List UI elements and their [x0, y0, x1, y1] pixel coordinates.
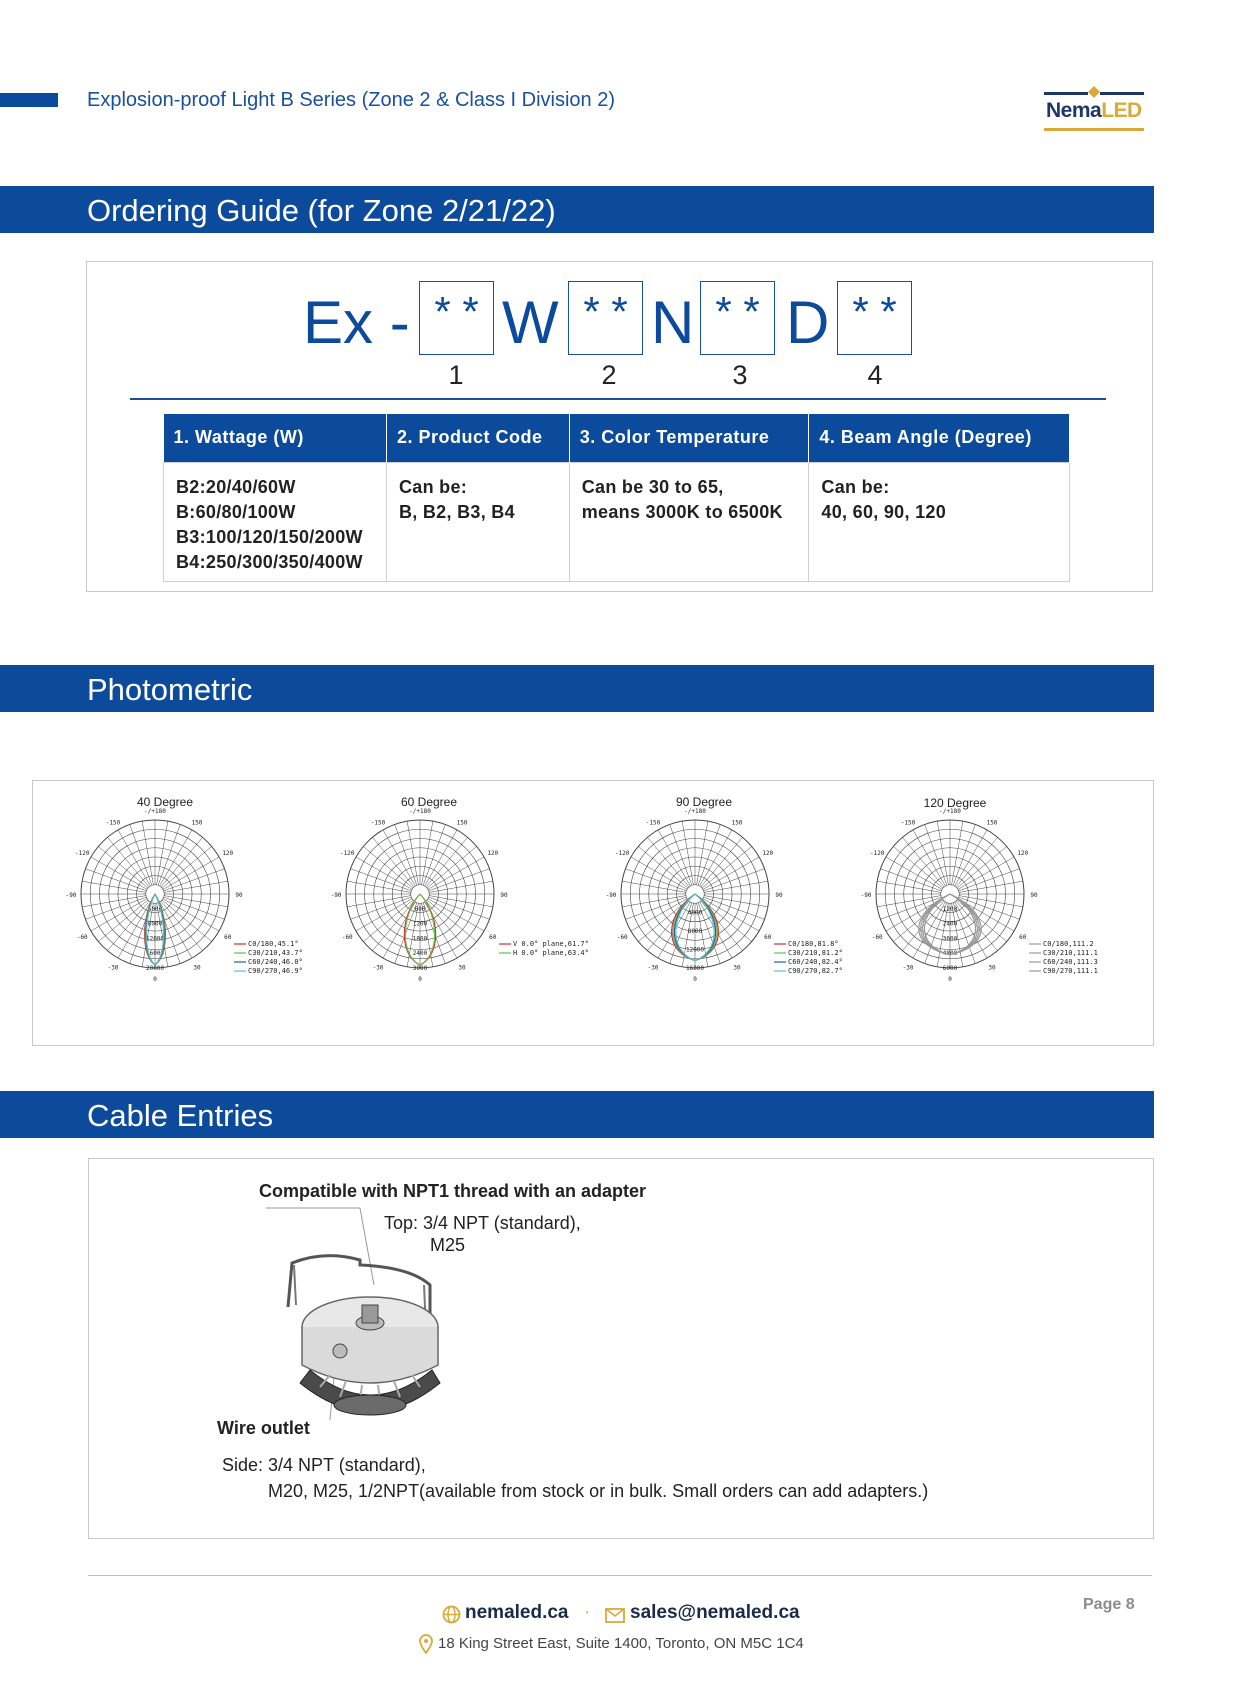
- ordering-cell-wattage: [164, 462, 387, 581]
- polar-grid-spoke: [702, 846, 752, 888]
- polar-grid-spoke: [937, 821, 948, 885]
- polar-grid-spoke: [902, 837, 944, 887]
- polar-grid-spoke: [956, 837, 998, 887]
- polar-angle-label: 90: [500, 892, 508, 899]
- section-title-ordering: Ordering Guide (for Zone 2/21/22): [87, 193, 556, 228]
- polar-title-120: 120 Degree: [923, 796, 987, 810]
- ordering-table: [163, 414, 1070, 582]
- cable-side-line2: M20, M25, 1/2NPT(available from stock or in bulk. Small orders can add adapters.): [268, 1481, 929, 1501]
- polar-grid-spoke: [704, 881, 768, 892]
- product-code-intro: Can be:: [398, 476, 468, 497]
- polar-grid-spoke: [902, 901, 944, 951]
- polar-grid-spoke: [702, 900, 752, 942]
- wire-outlet-label: Wire outlet: [217, 1418, 310, 1438]
- polar-angle-label: -120: [615, 850, 630, 857]
- polar-angle-label: 150: [731, 819, 743, 827]
- logo-diamond-icon: [1088, 86, 1100, 98]
- polar-grid-spoke: [98, 846, 148, 888]
- polar-grid-spoke: [163, 897, 224, 919]
- polar-grid-spoke: [162, 900, 212, 942]
- logo-underline: [1044, 128, 1144, 131]
- light-fixture-illustration: [260, 1205, 470, 1425]
- polar-grid-spoke: [85, 897, 146, 919]
- website-link[interactable]: nemaled.ca: [465, 1602, 569, 1623]
- wattage-option: B3:100/120/150/200W: [176, 526, 363, 547]
- polar-grid-spoke: [877, 881, 941, 892]
- polar-grid-spoke: [698, 824, 720, 885]
- polar-angle-label: 150: [191, 819, 203, 827]
- logo-wordmark: [1046, 99, 1142, 123]
- polar-ring-label: 2400: [942, 920, 958, 928]
- polar-legend-entry: C30/210,111.1: [1043, 949, 1098, 957]
- polar-legend-entry: H 0.0° plane,63.4°: [513, 949, 589, 957]
- footer-divider: [88, 1575, 1152, 1576]
- polar-grid-spoke: [959, 881, 1023, 892]
- polar-grid-spoke: [350, 897, 411, 919]
- section-bar-photometric: [0, 665, 1154, 712]
- polar-angle-label: -90: [860, 892, 872, 899]
- polar-grid-spoke: [429, 896, 493, 907]
- order-code-box-1: * *: [419, 281, 494, 355]
- order-position-3: 3: [732, 360, 748, 390]
- polar-angle-label: -120: [340, 850, 355, 857]
- email-icon: [605, 1608, 625, 1623]
- order-code-box-2: * *: [568, 281, 643, 355]
- polar-grid-spoke: [957, 846, 1007, 888]
- polar-grid-spoke: [407, 821, 418, 885]
- polar-grid-spoke: [426, 901, 468, 951]
- polar-grid-spoke: [428, 897, 489, 919]
- polar-angle-label: -60: [341, 934, 353, 941]
- polar-grid-spoke: [670, 824, 692, 885]
- wattage-option: B2:20/40/60W: [176, 476, 296, 497]
- polar-grid-spoke: [703, 869, 764, 891]
- polar-angle-label: -/+180: [409, 808, 431, 815]
- polar-legend-entry: C0/180,111.2: [1043, 940, 1094, 948]
- polar-grid-spoke: [350, 869, 411, 891]
- polar-grid-spoke: [162, 846, 212, 888]
- polar-angle-label: -150: [900, 819, 916, 827]
- polar-diagram-90: [600, 808, 880, 1002]
- polar-legend-entry: C30/210,43.7°: [248, 949, 303, 957]
- wattage-option: B:60/80/100W: [176, 501, 296, 522]
- polar-grid-spoke: [638, 900, 688, 942]
- polar-angle-label: -30: [647, 964, 659, 972]
- polar-grid-spoke: [82, 881, 146, 892]
- polar-angle-label: 60: [764, 934, 772, 941]
- order-code-divider: [130, 398, 1106, 400]
- polar-ring-label: 3000: [412, 965, 428, 972]
- polar-title-90: 90 Degree: [675, 795, 733, 809]
- polar-angle-label: 30: [458, 964, 466, 972]
- location-pin-icon: [419, 1635, 433, 1654]
- polar-legend-entry: C90/270,82.7°: [788, 967, 843, 975]
- polar-grid-spoke: [956, 901, 998, 951]
- cable-top-line2: M25: [430, 1235, 466, 1255]
- section-title-photometric: Photometric: [87, 672, 253, 707]
- polar-legend-entry: C90/270,46.9°: [248, 967, 303, 975]
- polar-angle-label: -120: [870, 850, 885, 857]
- polar-angle-label: 0: [948, 976, 952, 983]
- polar-grid-spoke: [952, 821, 963, 885]
- polar-diagram-60: [325, 808, 605, 1002]
- polar-ring-label: 4000: [147, 905, 163, 913]
- logo-text-led: LED: [1101, 99, 1142, 122]
- polar-angle-label: 0: [693, 976, 697, 983]
- polar-angle-label: -/+180: [144, 808, 166, 815]
- polar-legend-entry: V 0.0° plane,61.7°: [513, 940, 589, 948]
- polar-angle-label: 60: [489, 934, 497, 941]
- header-accent-bar: [0, 93, 58, 107]
- polar-angle-label: -90: [330, 892, 342, 899]
- polar-angle-label: 0: [418, 976, 422, 983]
- logo-text-nema: Nema: [1046, 99, 1102, 122]
- polar-angle-label: 120: [1017, 850, 1029, 857]
- ordering-header-product-code: 2. Product Code: [386, 414, 569, 462]
- page-number: Page 8: [1083, 1596, 1135, 1613]
- polar-grid-spoke: [107, 837, 149, 887]
- polar-legend-entry: C60/240,111.3: [1043, 958, 1098, 966]
- polar-grid-spoke: [704, 896, 768, 907]
- ordering-header-beam-angle: 4. Beam Angle (Degree): [809, 414, 1070, 462]
- beam-angle-values: 40, 60, 90, 120: [821, 501, 947, 522]
- polar-ring-label: 2400: [412, 950, 428, 958]
- email-link[interactable]: sales@nemaled.ca: [630, 1602, 800, 1623]
- polar-grid-spoke: [701, 837, 743, 887]
- order-position-4: 4: [867, 360, 883, 390]
- color-temp-meaning: means 3000K to 6500K: [581, 501, 783, 522]
- polar-angle-label: 150: [986, 819, 998, 827]
- polar-ring-label: 12000: [685, 946, 705, 954]
- polar-angle-label: -150: [370, 819, 386, 827]
- polar-grid-spoke: [428, 869, 489, 891]
- polar-title-40: 40 Degree: [136, 795, 194, 809]
- cable-top-line1: Top: 3/4 NPT (standard),: [384, 1213, 581, 1233]
- polar-angle-label: -30: [902, 964, 914, 972]
- document-header-title: Explosion-proof Light B Series (Zone 2 & Class I Division 2): [87, 89, 616, 111]
- polar-grid-spoke: [142, 821, 153, 885]
- globe-icon: [442, 1605, 461, 1624]
- polar-angle-label: -30: [107, 964, 119, 972]
- polar-angle-label: 30: [193, 964, 201, 972]
- polar-grid-spoke: [429, 881, 493, 892]
- polar-grid-spoke: [130, 824, 152, 885]
- polar-angle-label: 90: [1030, 892, 1038, 899]
- polar-legend-entry: C0/180,45.1°: [248, 940, 299, 948]
- ordering-table-header-row: [164, 414, 1070, 462]
- polar-angle-label: -60: [76, 934, 88, 941]
- polar-angle-label: 60: [224, 934, 232, 941]
- polar-grid-spoke: [422, 821, 433, 885]
- polar-angle-label: -60: [616, 934, 628, 941]
- polar-ring-label: 3600: [942, 935, 958, 943]
- polar-grid-spoke: [157, 821, 168, 885]
- ordering-table-row: [164, 462, 1070, 581]
- polar-ring-label: 1200: [412, 920, 428, 928]
- polar-grid-spoke: [161, 837, 203, 887]
- polar-grid-spoke: [372, 837, 414, 887]
- company-logo: [1040, 86, 1148, 132]
- cable-side-line1: Side: 3/4 NPT (standard),: [222, 1455, 426, 1475]
- order-code-sep-d: D: [786, 289, 830, 356]
- order-position-2: 2: [601, 360, 617, 390]
- polar-title-60: 60 Degree: [400, 795, 458, 809]
- polar-legend-entry: C60/240,46.0°: [248, 958, 303, 966]
- polar-angle-label: 150: [456, 819, 468, 827]
- polar-grid-spoke: [98, 900, 148, 942]
- polar-angle-label: -150: [105, 819, 121, 827]
- polar-grid-spoke: [622, 896, 686, 907]
- polar-grid-spoke: [85, 869, 146, 891]
- polar-angle-label: -60: [871, 934, 883, 941]
- section-bar-cable: [0, 1091, 1154, 1138]
- polar-grid-spoke: [161, 901, 203, 951]
- ordering-cell-color-temp: [569, 462, 809, 581]
- order-code-box-4: * *: [837, 281, 912, 355]
- polar-ring-label: 20000: [145, 965, 165, 972]
- order-position-1: 1: [448, 360, 464, 390]
- polar-grid-spoke: [893, 846, 943, 888]
- polar-ring-label: 12000: [145, 935, 165, 943]
- polar-angle-label: -150: [645, 819, 661, 827]
- polar-angle-label: 30: [988, 964, 996, 972]
- polar-grid-spoke: [164, 896, 228, 907]
- polar-grid-spoke: [423, 824, 445, 885]
- polar-grid-spoke: [82, 896, 146, 907]
- polar-ring-label: 16000: [685, 965, 705, 972]
- polar-angle-label: 120: [487, 850, 499, 857]
- polar-grid-spoke: [395, 824, 417, 885]
- polar-grid-spoke: [163, 869, 224, 891]
- polar-grid-spoke: [622, 881, 686, 892]
- polar-ring-label: 6000: [942, 965, 958, 972]
- polar-diagram-120: [855, 808, 1135, 1002]
- wattage-option: B4:250/300/350/400W: [176, 551, 363, 572]
- footer-address: 18 King Street East, Suite 1400, Toronto, ON M5C 1C4: [438, 1635, 804, 1652]
- polar-grid-spoke: [925, 824, 947, 885]
- polar-legend-entry: C60/240,82.4°: [788, 958, 843, 966]
- ordering-header-color-temp: 3. Color Temperature: [569, 414, 809, 462]
- polar-grid-spoke: [697, 821, 708, 885]
- polar-grid-spoke: [347, 881, 411, 892]
- polar-angle-label: -90: [65, 892, 77, 899]
- ordering-cell-product-code: [386, 462, 569, 581]
- polar-angle-label: 120: [762, 850, 774, 857]
- polar-grid-spoke: [880, 869, 941, 891]
- footer-separator: ·: [584, 1602, 591, 1623]
- polar-grid-spoke: [682, 821, 693, 885]
- polar-angle-label: 90: [775, 892, 783, 899]
- polar-grid-spoke: [164, 881, 228, 892]
- order-code-sep-n: N: [651, 289, 695, 356]
- polar-ring-label: 1200: [942, 905, 958, 913]
- polar-diagram-40: [60, 808, 340, 1002]
- polar-ring-label: 4800: [942, 950, 958, 958]
- polar-angle-label: 0: [153, 976, 157, 983]
- polar-legend-entry: C90/270,111.1: [1043, 967, 1098, 975]
- color-temp-range: Can be 30 to 65,: [581, 476, 724, 497]
- beam-angle-intro: Can be:: [821, 476, 890, 497]
- polar-angle-label: -120: [75, 850, 90, 857]
- polar-grid-spoke: [426, 837, 468, 887]
- polar-ring-label: 8000: [147, 920, 163, 928]
- ordering-cell-beam-angle: [809, 462, 1070, 581]
- polar-grid-spoke: [363, 846, 413, 888]
- logo-line-left: [1044, 92, 1088, 95]
- polar-grid-spoke: [958, 869, 1019, 891]
- polar-angle-label: -30: [372, 964, 384, 972]
- section-title-cable: Cable Entries: [87, 1098, 274, 1133]
- ordering-header-wattage: 1. Wattage (W): [164, 414, 387, 462]
- polar-ring-label: 16000: [145, 950, 165, 958]
- polar-grid-spoke: [158, 824, 180, 885]
- order-code-sep-w: W: [502, 289, 559, 356]
- polar-legend-entry: C0/180,81.8°: [788, 940, 839, 948]
- polar-grid-spoke: [625, 869, 686, 891]
- order-code-prefix: Ex -: [303, 289, 410, 356]
- polar-grid-spoke: [647, 837, 689, 887]
- polar-grid-spoke: [427, 846, 477, 888]
- polar-grid-spoke: [638, 846, 688, 888]
- section-bar-ordering: [0, 186, 1154, 233]
- polar-angle-label: -/+180: [939, 808, 961, 815]
- polar-ring-label: 1800: [412, 935, 428, 943]
- polar-grid-spoke: [372, 901, 414, 951]
- polar-grid-spoke: [107, 901, 149, 951]
- polar-angle-label: -/+180: [684, 808, 706, 815]
- polar-legend-entry: C30/210,81.2°: [788, 949, 843, 957]
- polar-grid-spoke: [347, 896, 411, 907]
- product-code-values: B, B2, B3, B4: [398, 501, 515, 522]
- polar-ring-label: 8000: [687, 928, 703, 935]
- polar-ring-label: 600: [414, 905, 426, 913]
- polar-angle-label: 60: [1019, 934, 1027, 941]
- polar-grid-spoke: [953, 824, 975, 885]
- polar-angle-label: 30: [733, 964, 741, 972]
- polar-grid-spoke: [893, 900, 943, 942]
- order-code-box-3: * *: [700, 281, 775, 355]
- cable-compat-caption: Compatible with NPT1 thread with an adapter: [259, 1181, 647, 1201]
- polar-angle-label: 90: [235, 892, 243, 899]
- polar-grid-spoke: [957, 900, 1007, 942]
- logo-line-right: [1100, 92, 1144, 95]
- polar-ring-label: 4000: [687, 909, 703, 917]
- polar-angle-label: -90: [605, 892, 617, 899]
- polar-angle-label: 120: [222, 850, 234, 857]
